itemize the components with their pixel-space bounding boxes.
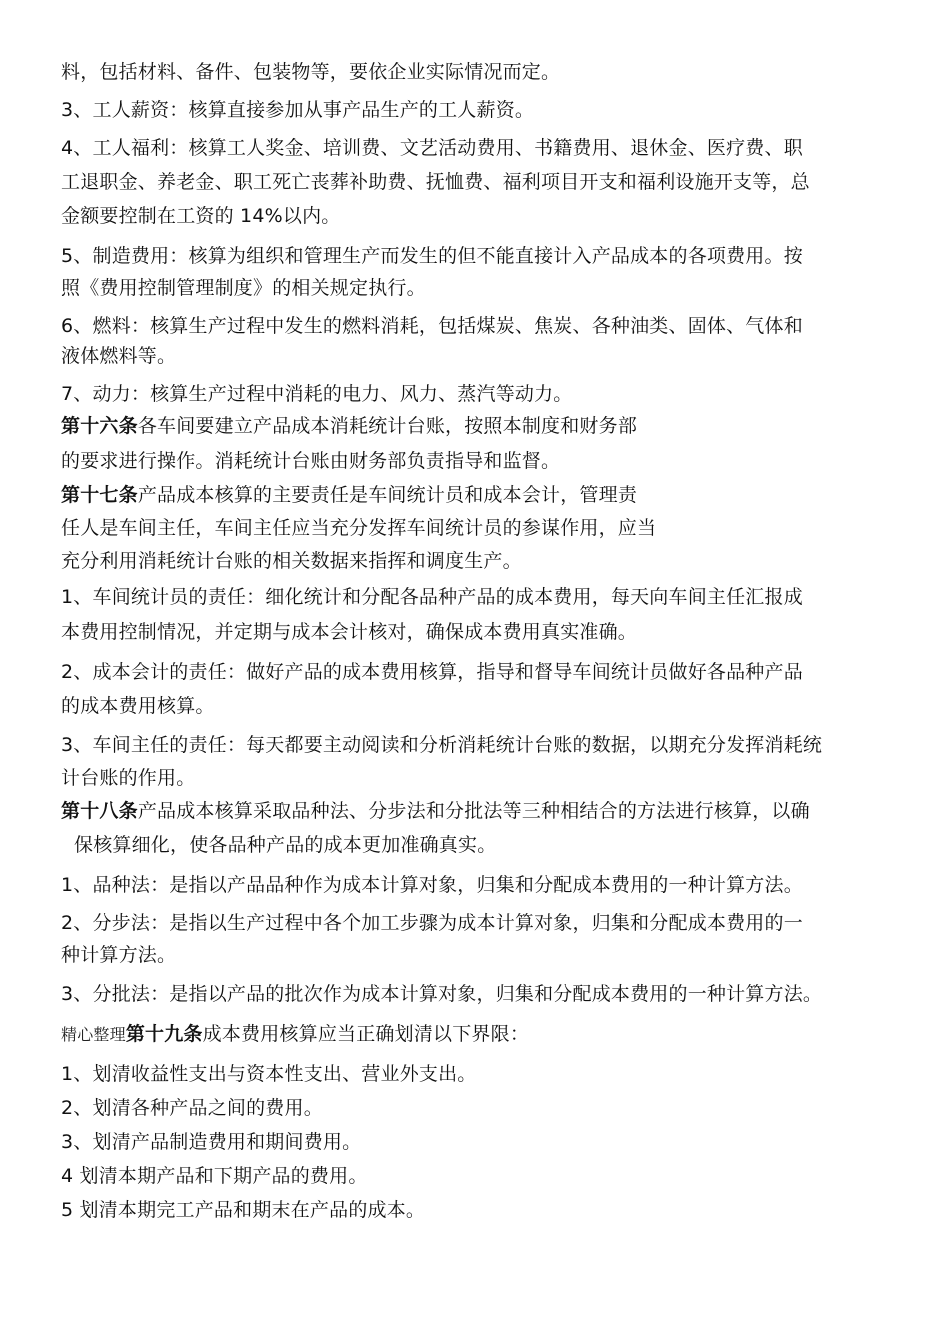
text-line: 工退职金、养老金、职工死亡丧葬补助费、抚恤费、福利项目开支和福利设施开支等，总 bbox=[61, 171, 810, 193]
text-line: 保核算细化，使各品种产品的成本更加准确真实。 bbox=[74, 834, 497, 856]
text-line: 照《费用控制管理制度》的相关规定执行。 bbox=[61, 277, 426, 299]
text-line: 3、划清产品制造费用和期间费用。 bbox=[61, 1131, 362, 1153]
text-line: 1、车间统计员的责任：细化统计和分配各品种产品的成本费用，每天向车间主任汇报成 bbox=[61, 586, 803, 608]
article-paragraph bbox=[61, 1022, 529, 1047]
text-line: 3、工人薪资：核算直接参加从事产品生产的工人薪资。 bbox=[61, 99, 535, 121]
text-line: 1、品种法：是指以产品品种作为成本计算对象，归集和分配成本费用的一种计算方法。 bbox=[61, 874, 803, 896]
text-line: 6、燃料：核算生产过程中发生的燃料消耗，包括煤炭、焦炭、各种油类、固体、气体和 bbox=[61, 315, 803, 337]
text-line: 5、制造费用：核算为组织和管理生产而发生的但不能直接计入产品成本的各项费用。按 bbox=[61, 245, 803, 267]
text-line: 料，包括材料、备件、包装物等，要依企业实际情况而定。 bbox=[61, 61, 561, 83]
text-line: 2、成本会计的责任：做好产品的成本费用核算，指导和督导车间统计员做好各品种产品 bbox=[61, 661, 803, 683]
article-paragraph bbox=[61, 799, 810, 823]
text-line: 4 划清本期产品和下期产品的费用。 bbox=[61, 1165, 368, 1187]
text-line: 5 划清本期完工产品和期末在产品的成本。 bbox=[61, 1199, 426, 1221]
text-line: 3、车间主任的责任：每天都要主动阅读和分析消耗统计台账的数据，以期充分发挥消耗统 bbox=[61, 734, 823, 756]
text-line: 充分利用消耗统计台账的相关数据来指挥和调度生产。 bbox=[61, 550, 522, 572]
text-line: 金额要控制在工资的 14%以内。 bbox=[61, 205, 341, 227]
text-line: 任人是车间主任，车间主任应当充分发挥车间统计员的参谋作用，应当 bbox=[61, 517, 657, 539]
article-text: 产品成本核算采取品种法、分步法和分批法等三种相结合的方法进行核算，以确 bbox=[137, 800, 810, 822]
text-line: 的成本费用核算。 bbox=[61, 695, 215, 717]
article-text: 产品成本核算的主要责任是车间统计员和成本会计，管理责 bbox=[137, 484, 638, 506]
text-line: 7、动力：核算生产过程中消耗的电力、风力、蒸汽等动力。 bbox=[61, 383, 573, 405]
text-line: 2、分步法：是指以生产过程中各个加工步骤为成本计算对象，归集和分配成本费用的一 bbox=[61, 912, 803, 934]
article-number: 第十七条 bbox=[61, 484, 138, 506]
watermark-note: 精心整理 bbox=[61, 1025, 126, 1044]
text-line: 的要求进行操作。消耗统计台账由财务部负责指导和监督。 bbox=[61, 450, 561, 472]
text-line: 3、分批法：是指以产品的批次作为成本计算对象，归集和分配成本费用的一种计算方法。 bbox=[61, 983, 823, 1005]
text-line: 种计算方法。 bbox=[61, 944, 177, 966]
text-line: 计台账的作用。 bbox=[61, 767, 196, 789]
article-number: 第十六条 bbox=[61, 415, 138, 437]
article-paragraph bbox=[61, 414, 637, 438]
article-number: 第十八条 bbox=[61, 800, 138, 822]
text-line: 4、工人福利：核算工人奖金、培训费、文艺活动费用、书籍费用、退休金、医疗费、职 bbox=[61, 137, 803, 159]
text-line: 本费用控制情况，并定期与成本会计核对，确保成本费用真实准确。 bbox=[61, 621, 638, 643]
text-line: 液体燃料等。 bbox=[61, 345, 177, 367]
article-number: 第十九条 bbox=[125, 1023, 203, 1045]
text-line: 2、划清各种产品之间的费用。 bbox=[61, 1097, 323, 1119]
article-paragraph bbox=[61, 483, 637, 507]
article-text: 成本费用核算应当正确划清以下界限： bbox=[202, 1023, 530, 1045]
article-text: 各车间要建立产品成本消耗统计台账，按照本制度和财务部 bbox=[137, 415, 638, 437]
text-line: 1、划清收益性支出与资本性支出、营业外支出。 bbox=[61, 1063, 477, 1085]
